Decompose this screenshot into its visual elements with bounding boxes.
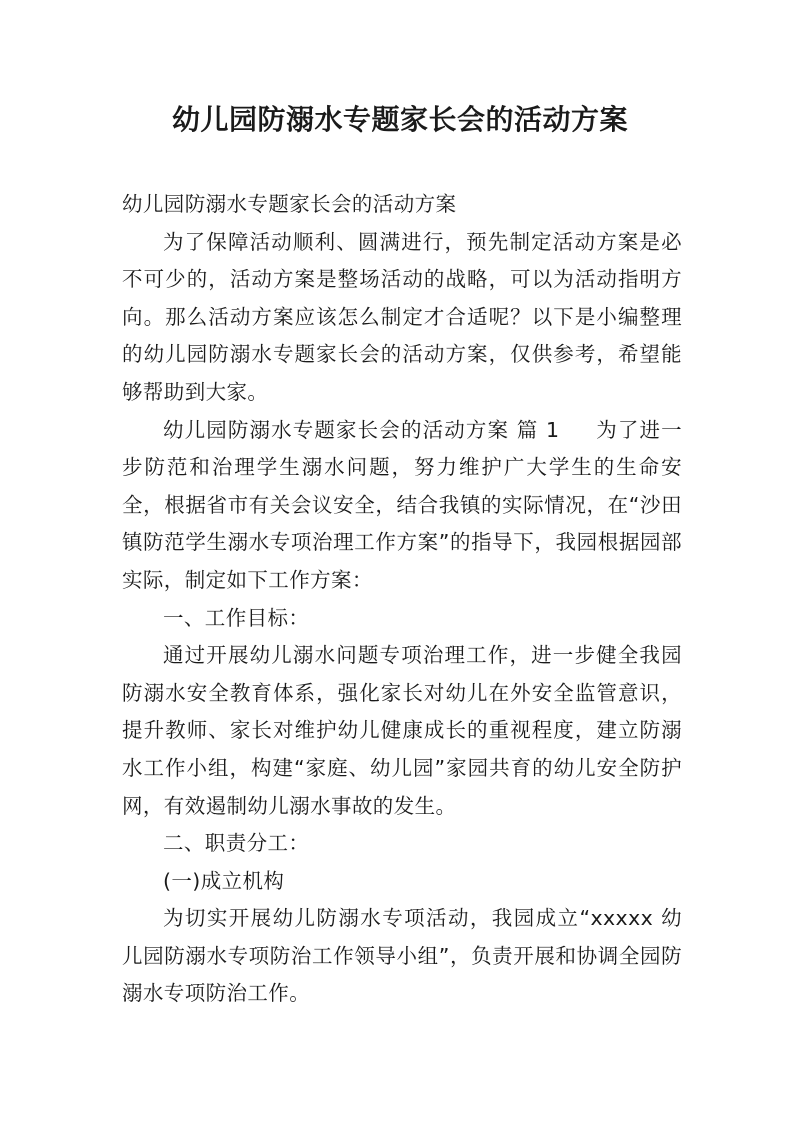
document-body: [122, 186, 682, 1013]
section1-paragraph: [122, 412, 682, 600]
intro-paragraph: 为了保障活动顺利、圆满进行，预先制定活动方案是必不可少的，活动方案是整场活动的战略，可以为活动指明方向。那么活动方案应该怎么制定才合适呢？以下是小编整理的幼儿园防溺水专题家长会的活动方案，仅供参考，希望能够帮助到大家。: [122, 229, 682, 404]
goal-heading: 一、工作目标：: [163, 605, 310, 630]
section1-text: 为了进一步防范和治理学生溺水问题，努力维护广大学生的生命安全，根据省市有关会议安全，结合我镇的实际情况，在“沙田镇防范学生溺水专项治理工作方案”的指导下，我园根据园部实际，制定如下工作方案：: [122, 417, 682, 592]
duty-heading: 二、职责分工：: [163, 831, 310, 856]
document-title: 幼儿园防溺水专题家长会的活动方案: [171, 103, 628, 136]
org-paragraph: 为切实开展幼儿防溺水专项活动，我园成立“xxxxx 幼儿园防溺水专项防治工作领导小组”，负责开展和协调全园防溺水专项防治工作。: [122, 906, 682, 1006]
section1-heading: 幼儿园防溺水专题家长会的活动方案 篇 1: [163, 417, 560, 442]
document-subtitle: 幼儿园防溺水专题家长会的活动方案: [122, 192, 457, 216]
goal-paragraph: 通过开展幼儿溺水问题专项治理工作，进一步健全我园防溺水安全教育体系，强化家长对幼儿在外安全监管意识，提升教师、家长对维护幼儿健康成长的重视程度，建立防溺水工作小组，构建“家庭、幼儿园”家园共育的幼儿安全防护网，有效遏制幼儿溺水事故的发生。: [122, 643, 682, 818]
org-heading: (一)成立机构: [163, 868, 285, 893]
